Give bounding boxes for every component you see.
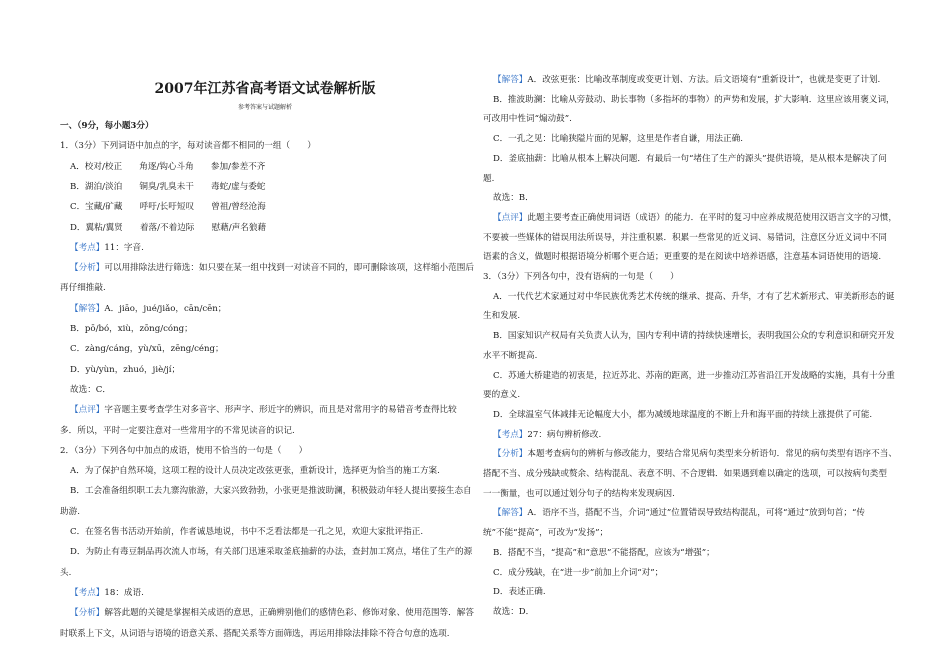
line-text: 故选：B．: [493, 193, 534, 204]
text-line: [70, 262, 474, 274]
text-line: [70, 161, 265, 173]
line-text: A．jiāo，jué/jiǎo，cān/cēn；: [104, 303, 227, 314]
line-text: B．搭配不当，“提高”和“意思”不能搭配，应该为“增强”；: [493, 547, 715, 558]
section-tag: 【考点】: [70, 242, 105, 253]
line-text: C．苏通大桥建造的初衷是，拉近苏北、苏南的距离，进一步推动江苏省沿江开发战略的实施，具有十分重: [493, 370, 895, 381]
line-text: 2．（3分）下列各句中加点的成语，使用不恰当的一句是（ ）: [60, 445, 308, 456]
line-text: 时联系上下文，从词语与语境的语意关系、搭配关系等方面筛选，再运用排除法排除不符合句意的选项.: [60, 628, 450, 639]
text-line: [493, 606, 534, 618]
text-line: [483, 350, 537, 362]
section-tag: 【点评】: [493, 212, 528, 223]
text-line: [483, 527, 608, 539]
line-text: 18：成语.: [104, 587, 144, 598]
text-line: [60, 120, 154, 132]
section-tag: 【分析】: [493, 449, 528, 460]
line-text: B．工会准备组织职工去九寨沟旅游，大家兴致勃勃，小张更是推波助澜，积极鼓动年轻人提出要接生态自: [70, 486, 472, 497]
line-text: 搭配不当、成分残缺或赘余、结构混乱、表意不明、不合逻辑．如果遇到难以确定的选项，可以按病句类型: [483, 469, 887, 479]
line-text: D．为防止有毒豆制品再次流人市场，有关部门迅速采取釜底抽薪的办法，查封加工窝点，堵住了生产的源: [70, 547, 473, 558]
text-line: [493, 153, 887, 165]
text-line: [70, 343, 224, 355]
text-line: [493, 507, 865, 519]
line-text: 助游.: [60, 506, 80, 517]
text-line: [70, 607, 474, 619]
text-line: [493, 133, 743, 145]
text-line: [493, 409, 872, 421]
line-text: 解答此题的关键是掌握相关成语的意思，正确辨别他们的感情色彩、修饰对象、使用范围等．解答: [104, 608, 474, 619]
line-text: 语素的含义，做题时根据语境分析哪个更合适；更重要的是在阅读中培养语感，注意基本词语使用的语境.: [483, 252, 882, 263]
text-line: [70, 364, 180, 376]
line-text: 统”不能“提高”，可改为“发扬”；: [483, 528, 609, 539]
line-text: C．zàng/cáng，yù/xū，zēng/céng；: [70, 344, 224, 355]
line-text: C．宝藏/矿藏 呼吁/长吁短叹 曾祖/曾经沧海: [70, 202, 266, 213]
section-tag: 【解答】: [70, 303, 105, 314]
section-tag: 【点评】: [70, 405, 105, 416]
text-line: [483, 488, 675, 500]
text-line: [483, 113, 572, 125]
text-line: [60, 282, 106, 294]
text-line: [70, 303, 226, 315]
line-text: A．校对/校正 角逐/钩心斗角 参加/参差不齐: [70, 161, 266, 172]
text-line: [70, 384, 111, 396]
line-text: D．全球温室气体减排无论幅度大小，都为减缓地球温度的不断上升和海平面的持续上涨提供了可能.: [493, 409, 873, 420]
line-text: D．釜底抽薪：比喻从根本上解决问题．有最后一句“堵住了生产的源头”提供语境，是从根本是解决了问: [493, 153, 887, 164]
section-tag: 【考点】: [70, 587, 105, 598]
text-line: [70, 242, 144, 254]
line-text: D．yù/yùn，zhuó，jiè/jí；: [70, 364, 181, 375]
line-text: 3．（3分）下列各句中，没有语病的一句是（ ）: [483, 272, 679, 282]
text-line: [493, 567, 663, 579]
line-text: 要的意义.: [483, 390, 521, 401]
text-line: [70, 404, 457, 416]
line-text: 水平不断提高.: [483, 350, 538, 361]
text-line: [483, 271, 679, 283]
text-line: [70, 323, 193, 335]
text-line: [493, 74, 880, 86]
line-text: 再仔细推敲.: [60, 283, 106, 294]
section-tag: 【分析】: [70, 263, 105, 274]
line-text: 11：字音.: [104, 242, 144, 253]
section-tag: 【分析】: [70, 608, 105, 619]
text-line: [70, 526, 423, 538]
text-line: [60, 628, 449, 640]
line-text: B．pō/bó，xiù，zōng/cóng；: [70, 324, 193, 334]
text-line: [493, 192, 534, 204]
text-line: [493, 547, 715, 559]
text-line: [70, 485, 472, 497]
line-text: B．推波助澜：比喻从旁鼓动、助长事物（多指坏的事物）的声势和发展，扩大影响．这里应该用褒义词，: [493, 94, 895, 105]
text-line: [483, 389, 520, 401]
line-text: 字音题主要考查学生对多音字、形声字、形近字的辨识，而且是对常用字的易错音考查得比较: [104, 405, 457, 416]
text-line: [70, 546, 472, 558]
page-subtitle: 参考答案与试题解析: [237, 104, 292, 111]
text-line: [60, 506, 80, 518]
text-line: [60, 140, 316, 152]
line-text: D．表述正确.: [493, 587, 546, 598]
text-line: [60, 567, 71, 579]
line-text: 一一衡量，也可以通过划分句子的结构来发现病因.: [483, 488, 675, 499]
line-text: 本题考查病句的辨析与修改能力，要结合常见病句类型来分析语句．常见的病句类型有语序不当、: [527, 449, 897, 460]
line-text: A．语序不当，搭配不当，介词“通过”位置错误导致结构混乱，可将“通过”放到句首；“传: [527, 508, 865, 519]
line-text: 故选：C．: [70, 384, 111, 395]
text-line: [493, 448, 897, 460]
text-line: [493, 291, 895, 303]
text-line: [483, 173, 494, 185]
line-text: 1．（3分）下列词语中加点的字，每对读音都不相同的一组（ ）: [60, 141, 316, 152]
text-line: [483, 310, 520, 322]
section-tag: 【解答】: [493, 75, 528, 85]
text-line: [70, 181, 265, 193]
text-line: [70, 201, 266, 213]
line-text: B．湖泊/淡泊 铜臭/乳臭未干 毒蛇/虚与委蛇: [70, 181, 266, 192]
line-text: 不要被一些媒体的错误用法所误导，并注重积累．积累一些常见的近义词、易错词，注意区分近义词中不同: [483, 232, 887, 243]
line-text: D．翼粘/翼贤 着落/不着边际 慰藉/声名狼藉: [70, 222, 267, 233]
line-text: C．一孔之见：比喻狭隘片面的见解，这里是作者自谦，用法正确.: [493, 134, 743, 145]
line-text: 多．所以，平时一定要注意对一些常用字的不常见读音的识记.: [60, 425, 295, 436]
section-tag: 【考点】: [493, 429, 528, 440]
text-line: [70, 222, 266, 234]
line-text: A．改弦更张：比喻改革制度或变更计划、方法。后文语境有“重新设计”，也就是变更了计划.: [527, 75, 881, 85]
section-tag: 【解答】: [493, 508, 528, 519]
text-line: [493, 94, 895, 106]
line-text: C．成分残缺，在“进一步”前加上介词“对”；: [493, 567, 664, 578]
line-text: C．在签名售书活动开始前，作者诚恳地说，书中不乏看法都是一孔之见，欢迎大家批评指正.: [70, 527, 424, 537]
line-text: B．国家知识产权局有关负责人认为，国内专利申请的持续快速增长，表明我国公众的专利意识和研究开发: [493, 331, 895, 342]
page-title: 2007年江苏省高考语文试卷解析版: [154, 81, 376, 97]
text-line: [493, 429, 601, 441]
text-line: [483, 468, 887, 480]
text-line: [493, 330, 895, 342]
text-line: [493, 370, 895, 382]
line-text: 生和发展.: [483, 311, 521, 322]
line-text: A．一代代艺术家通过对中华民族优秀艺术传统的继承、提高、升华，才有了艺术新形式、审美新形态的诞: [493, 291, 895, 302]
text-line: [60, 425, 295, 437]
line-text: 故选：D．: [493, 606, 535, 617]
line-text: 27：病句辨析修改.: [527, 429, 602, 440]
text-line: [70, 465, 440, 477]
line-text: 可改用中性词“煽动鼓”.: [483, 114, 572, 125]
text-line: [493, 586, 546, 598]
line-text: 题.: [483, 173, 495, 184]
line-text: 此题主要考查正确使用词语（成语）的能力．在平时的复习中应养成规范使用汉语言文字的习惯，: [527, 212, 897, 223]
line-text: 可以用排除法进行筛选：如只要在某一组中找到一对读音不同的，即可删除该项，这样缩小范围后: [104, 263, 474, 274]
text-line: [493, 212, 897, 224]
text-line: [483, 251, 881, 263]
line-text: 头.: [60, 567, 72, 578]
line-text: 一、（9分，每小题3分）: [60, 121, 154, 131]
text-line: [70, 587, 144, 599]
text-line: [60, 445, 307, 457]
text-line: [483, 232, 887, 244]
line-text: A．为了保护自然环境，这项工程的设计人员决定改弦更张，重新设计，选择更为恰当的施工方案.: [70, 466, 440, 477]
